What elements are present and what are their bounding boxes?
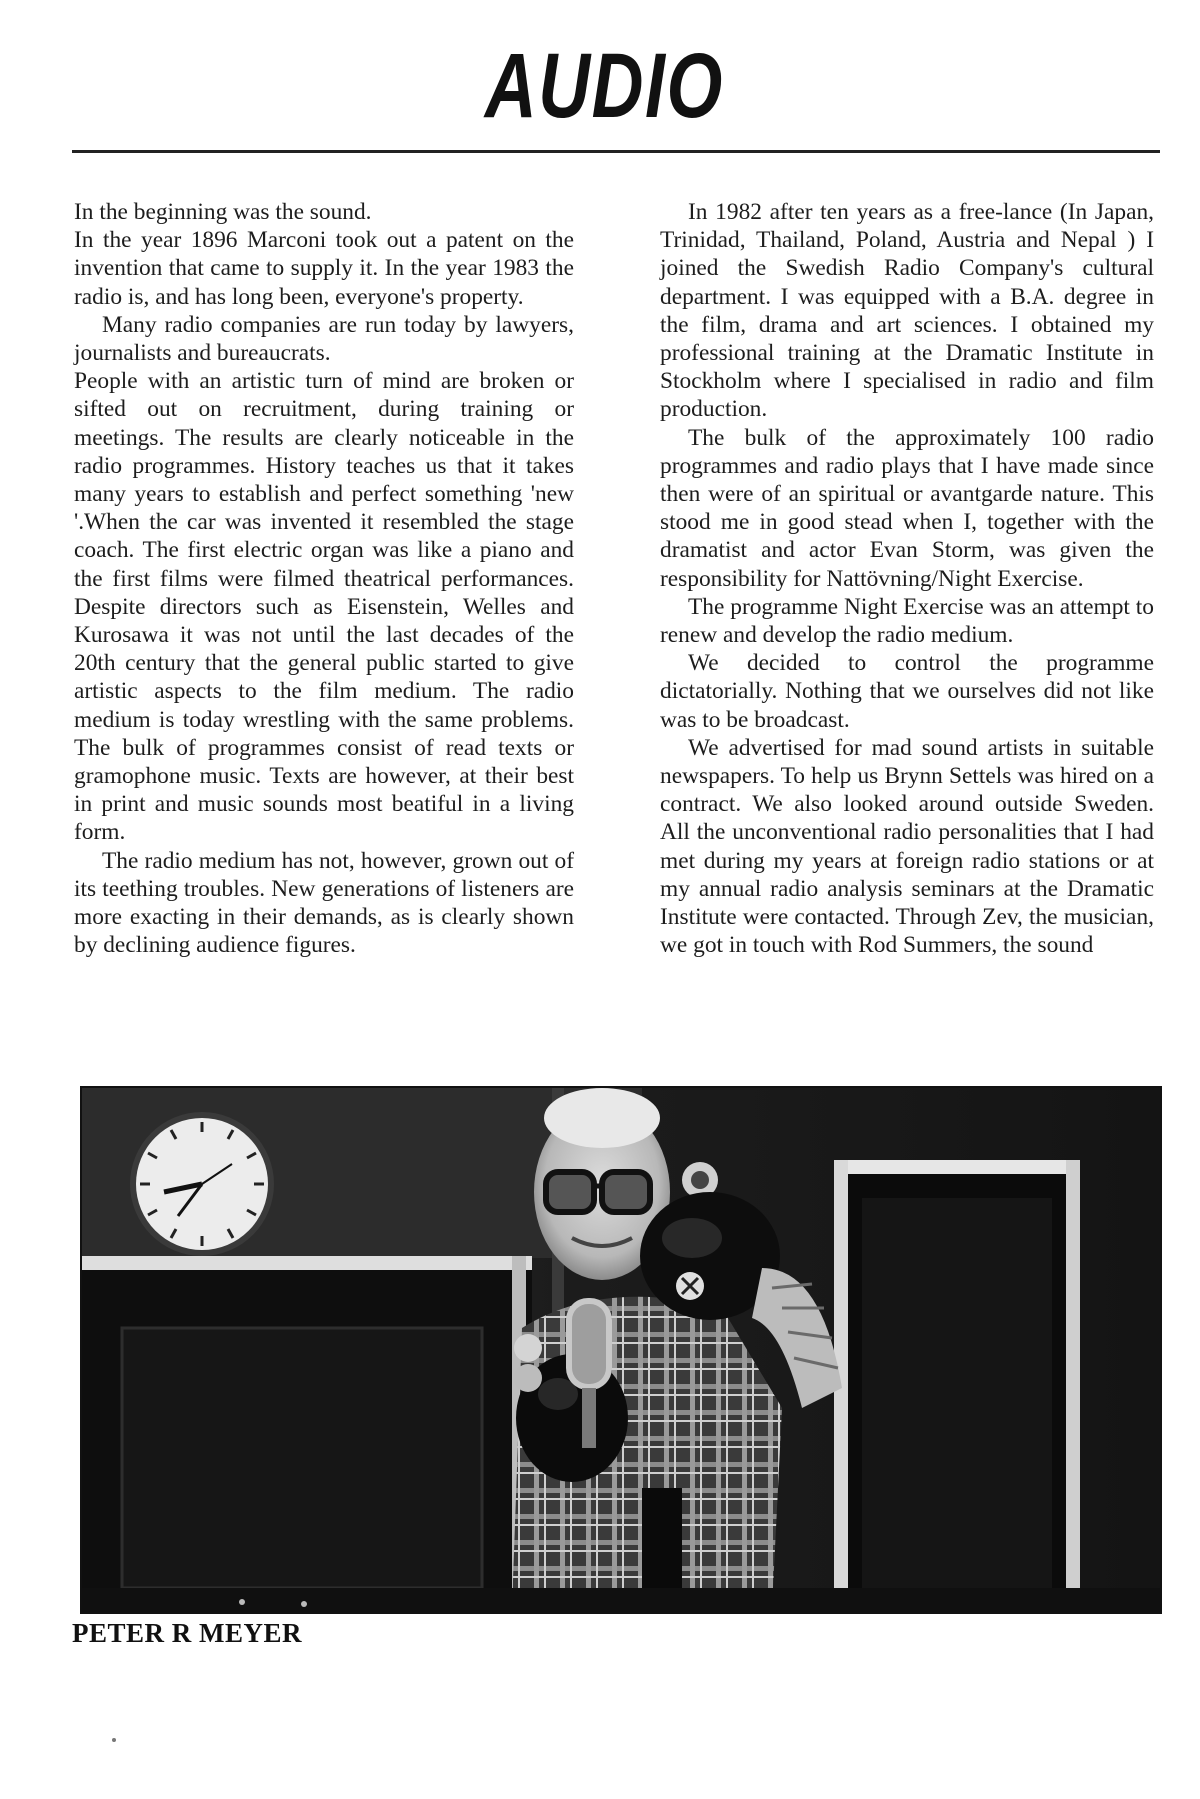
masthead-rule — [72, 150, 1160, 153]
paragraph: In the beginning was the sound. — [74, 199, 372, 225]
paragraph: People with an artistic turn of mind are broken or sifted out on recruitment, during training or meetings. The results are clearly noticeable in the radio programmes. History teaches us that it takes many years to establish and perfect something 'new '.When the car was invented it resembled the stage coach. The first electric organ was like a piano and the first films were filmed theatrical performances. Despite directors such as Eisenstein, Welles and Kurosawa it was not until the last decades of the 20th century that the general public started to give artistic aspects to the film medium. The radio medium is today wrestling with the same problems. The bulk of programmes consist of read texts or gramophone music. Texts are however, at their best in print and music sounds most beatiful in a living form. — [74, 368, 574, 846]
paragraph: The radio medium has not, however, grown out of its teething troubles. New generations of listeners are more exacting in their demands, as is clearly shown by declining audience figures. — [74, 847, 574, 959]
paragraph: The programme Night Exercise was an attempt to renew and develop the radio medium. — [660, 593, 1154, 649]
photo-illustration — [82, 1088, 1160, 1612]
right-text-column — [660, 198, 1154, 959]
print-speck — [112, 1738, 116, 1742]
photo-caption: PETER R MEYER — [72, 1618, 303, 1648]
paragraph: We advertised for mad sound artists in suitable newspapers. To help us Brynn Settels was hired on a contract. We also looked around outside Sweden. All the unconventional radio personalities that I had met during my years at foreign radio stations or at my annual radio analysis seminars at the Dramatic Institute were contacted. Through Zev, the musician, we got in touch with Rod Summers, the sound — [660, 734, 1154, 959]
paragraph: In the year 1896 Marconi took out a patent on the invention that came to supply it. In the year 1983 the radio is, and has long been, everyone's property. — [74, 227, 574, 310]
paragraph: In 1982 after ten years as a free-lance (In Japan, Trinidad, Thailand, Poland, Austria and Nepal ) I joined the Swedish Radio Company's cultural department. I was equipped with a B.A. degree in the film, drama and art sciences. I obtained my professional training at the Dramatic Institute in Stockholm where I specialised in radio and film production. — [660, 199, 1154, 423]
paragraph: Many radio companies are run today by lawyers, journalists and bureaucrats. — [74, 311, 574, 367]
paragraph: We decided to control the programme dictatorially. Nothing that we ourselves did not like was to be broadcast. — [660, 650, 1154, 733]
studio-photograph — [80, 1086, 1162, 1614]
paragraph: The bulk of the approximately 100 radio programmes and radio plays that I have made since then were of an spiritual or avantgarde nature. This stood me in good stead when I, together with the dramatist and actor Evan Storm, was given the responsibility for Nattövning/Night Exercise. — [660, 424, 1154, 592]
left-text-column — [74, 198, 574, 959]
section-masthead: AUDIO — [484, 35, 724, 137]
